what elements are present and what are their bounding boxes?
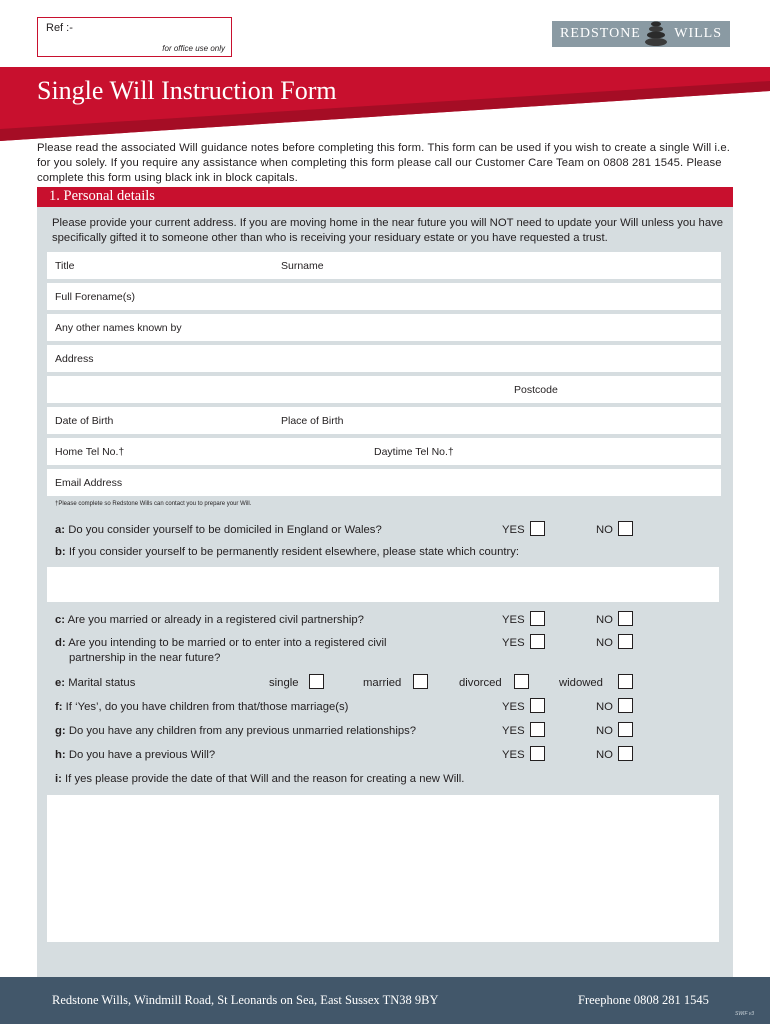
intro-text: Please read the associated Will guidance notes before completing this form. This form can be used if you wish to create a single Will i.e. for you solely. If you require any assistance when completing this form please call our Customer Care Team on 0808 281 1545. Please complete this form using black ink in block capitals.: [37, 142, 730, 184]
logo-text-left: REDSTONE: [560, 26, 641, 41]
q-g-no-checkbox[interactable]: [618, 722, 633, 737]
address-label: Address: [55, 353, 94, 365]
previous-will-answer-box[interactable]: [47, 795, 719, 942]
question-i-key: i:: [55, 773, 62, 785]
question-i-text: If yes please provide the date of that Will and the reason for creating a new Will.: [65, 773, 465, 785]
q-a-no-checkbox[interactable]: [618, 521, 633, 536]
contact-footnote: †Please complete so Redstone Wills can contact you to prepare your Will.: [55, 501, 252, 507]
q-h-yes-label: YES: [502, 749, 525, 761]
status-married-checkbox[interactable]: [413, 674, 428, 689]
other-names-label: Any other names known by: [55, 322, 182, 334]
question-f-key: f:: [55, 701, 63, 713]
question-d: [55, 637, 387, 649]
section-intro: Please provide your current address. If you are moving home in the near future you will NOT need to update your Will unless you have specifically gifted it to someone other than who is receiving your residuary estate or you have requested a trust.: [52, 217, 724, 244]
title-field-label: Title: [55, 260, 75, 272]
question-g-key: g:: [55, 725, 66, 737]
q-c-yes-checkbox[interactable]: [530, 611, 545, 626]
telephone-row[interactable]: [47, 438, 721, 465]
question-e-text: Marital status: [68, 677, 136, 689]
page-title: Single Will Instruction Form: [37, 76, 337, 105]
home-tel-label: Home Tel No.†: [55, 446, 125, 458]
title-surname-row[interactable]: [47, 252, 721, 279]
status-widowed-checkbox[interactable]: [618, 674, 633, 689]
question-a-key: a:: [55, 524, 66, 536]
footer-bar: [0, 977, 770, 1024]
q-c-no-checkbox[interactable]: [618, 611, 633, 626]
q-d-no-label: NO: [596, 637, 613, 649]
dob-label: Date of Birth: [55, 415, 114, 427]
question-d-text-1: Are you intending to be married or to enter into a registered civil: [68, 637, 387, 649]
section-heading-text: 1. Personal details: [49, 188, 155, 204]
q-d-yes-label: YES: [502, 637, 525, 649]
pob-label: Place of Birth: [281, 415, 344, 427]
question-e: [55, 677, 135, 689]
question-i: [55, 773, 464, 785]
surname-field-label: Surname: [281, 260, 324, 272]
q-f-yes-checkbox[interactable]: [530, 698, 545, 713]
footer-phone: Freephone 0808 281 1545: [578, 993, 709, 1007]
question-b-key: b:: [55, 546, 66, 558]
status-married-label: married: [363, 677, 402, 689]
question-b-text: If you consider yourself to be permanently resident elsewhere, please state which country:: [68, 546, 520, 558]
q-f-yes-label: YES: [502, 701, 525, 713]
question-f: [55, 701, 348, 713]
section-heading: [37, 187, 733, 207]
birth-details-row[interactable]: [47, 407, 721, 434]
q-f-no-checkbox[interactable]: [618, 698, 633, 713]
address-field[interactable]: [47, 345, 721, 372]
q-h-no-checkbox[interactable]: [618, 746, 633, 761]
status-widowed-label: widowed: [559, 677, 603, 689]
question-d-key: d:: [55, 637, 66, 649]
question-a-text: Do you consider yourself to be domiciled in England or Wales?: [68, 524, 382, 536]
question-g: [55, 725, 416, 737]
forenames-field[interactable]: [47, 283, 721, 310]
postcode-label: Postcode: [514, 384, 558, 396]
q-a-yes-checkbox[interactable]: [530, 521, 545, 536]
country-answer-box[interactable]: [47, 567, 719, 602]
question-c: [55, 614, 364, 626]
q-h-yes-checkbox[interactable]: [530, 746, 545, 761]
office-ref-box: [37, 17, 232, 57]
question-f-text: If ‘Yes’, do you have children from that/those marriage(s): [65, 701, 349, 713]
logo-text-right: WILLS: [674, 26, 722, 41]
question-d-text-2: partnership in the near future?: [69, 652, 221, 664]
question-b: [55, 546, 519, 558]
question-c-key: c:: [55, 614, 66, 626]
q-h-no-label: NO: [596, 749, 613, 761]
stacked-stones-icon: [644, 18, 668, 48]
other-names-field[interactable]: [47, 314, 721, 341]
footer-address: Redstone Wills, Windmill Road, St Leonards on Sea, East Sussex TN38 9BY: [52, 993, 439, 1007]
q-a-no-label: NO: [596, 524, 613, 536]
email-label: Email Address: [55, 477, 123, 489]
office-use-note: for office use only: [162, 44, 225, 53]
status-divorced-checkbox[interactable]: [514, 674, 529, 689]
question-g-text: Do you have any children from any previous unmarried relationships?: [68, 725, 417, 737]
question-h-key: h:: [55, 749, 66, 761]
q-g-no-label: NO: [596, 725, 613, 737]
question-h-text: Do you have a previous Will?: [68, 749, 216, 761]
status-divorced-label: divorced: [459, 677, 502, 689]
q-g-yes-checkbox[interactable]: [530, 722, 545, 737]
q-f-no-label: NO: [596, 701, 613, 713]
forenames-label: Full Forename(s): [55, 291, 135, 303]
question-h: [55, 749, 215, 761]
status-single-label: single: [269, 677, 299, 689]
form-code: SWIF v3: [735, 1011, 755, 1017]
q-a-yes-label: YES: [502, 524, 525, 536]
email-field[interactable]: [47, 469, 721, 496]
q-c-yes-label: YES: [502, 614, 525, 626]
q-d-no-checkbox[interactable]: [618, 634, 633, 649]
q-g-yes-label: YES: [502, 725, 525, 737]
q-c-no-label: NO: [596, 614, 613, 626]
question-e-key: e:: [55, 677, 66, 689]
daytime-tel-label: Daytime Tel No.†: [374, 446, 454, 458]
q-d-yes-checkbox[interactable]: [530, 634, 545, 649]
question-c-text: Are you married or already in a registered civil partnership?: [67, 614, 364, 626]
address-postcode-field[interactable]: [47, 376, 721, 403]
redstone-wills-logo: [552, 21, 730, 47]
ref-label: Ref :-: [46, 22, 73, 34]
status-single-checkbox[interactable]: [309, 674, 324, 689]
question-a: [55, 524, 382, 536]
